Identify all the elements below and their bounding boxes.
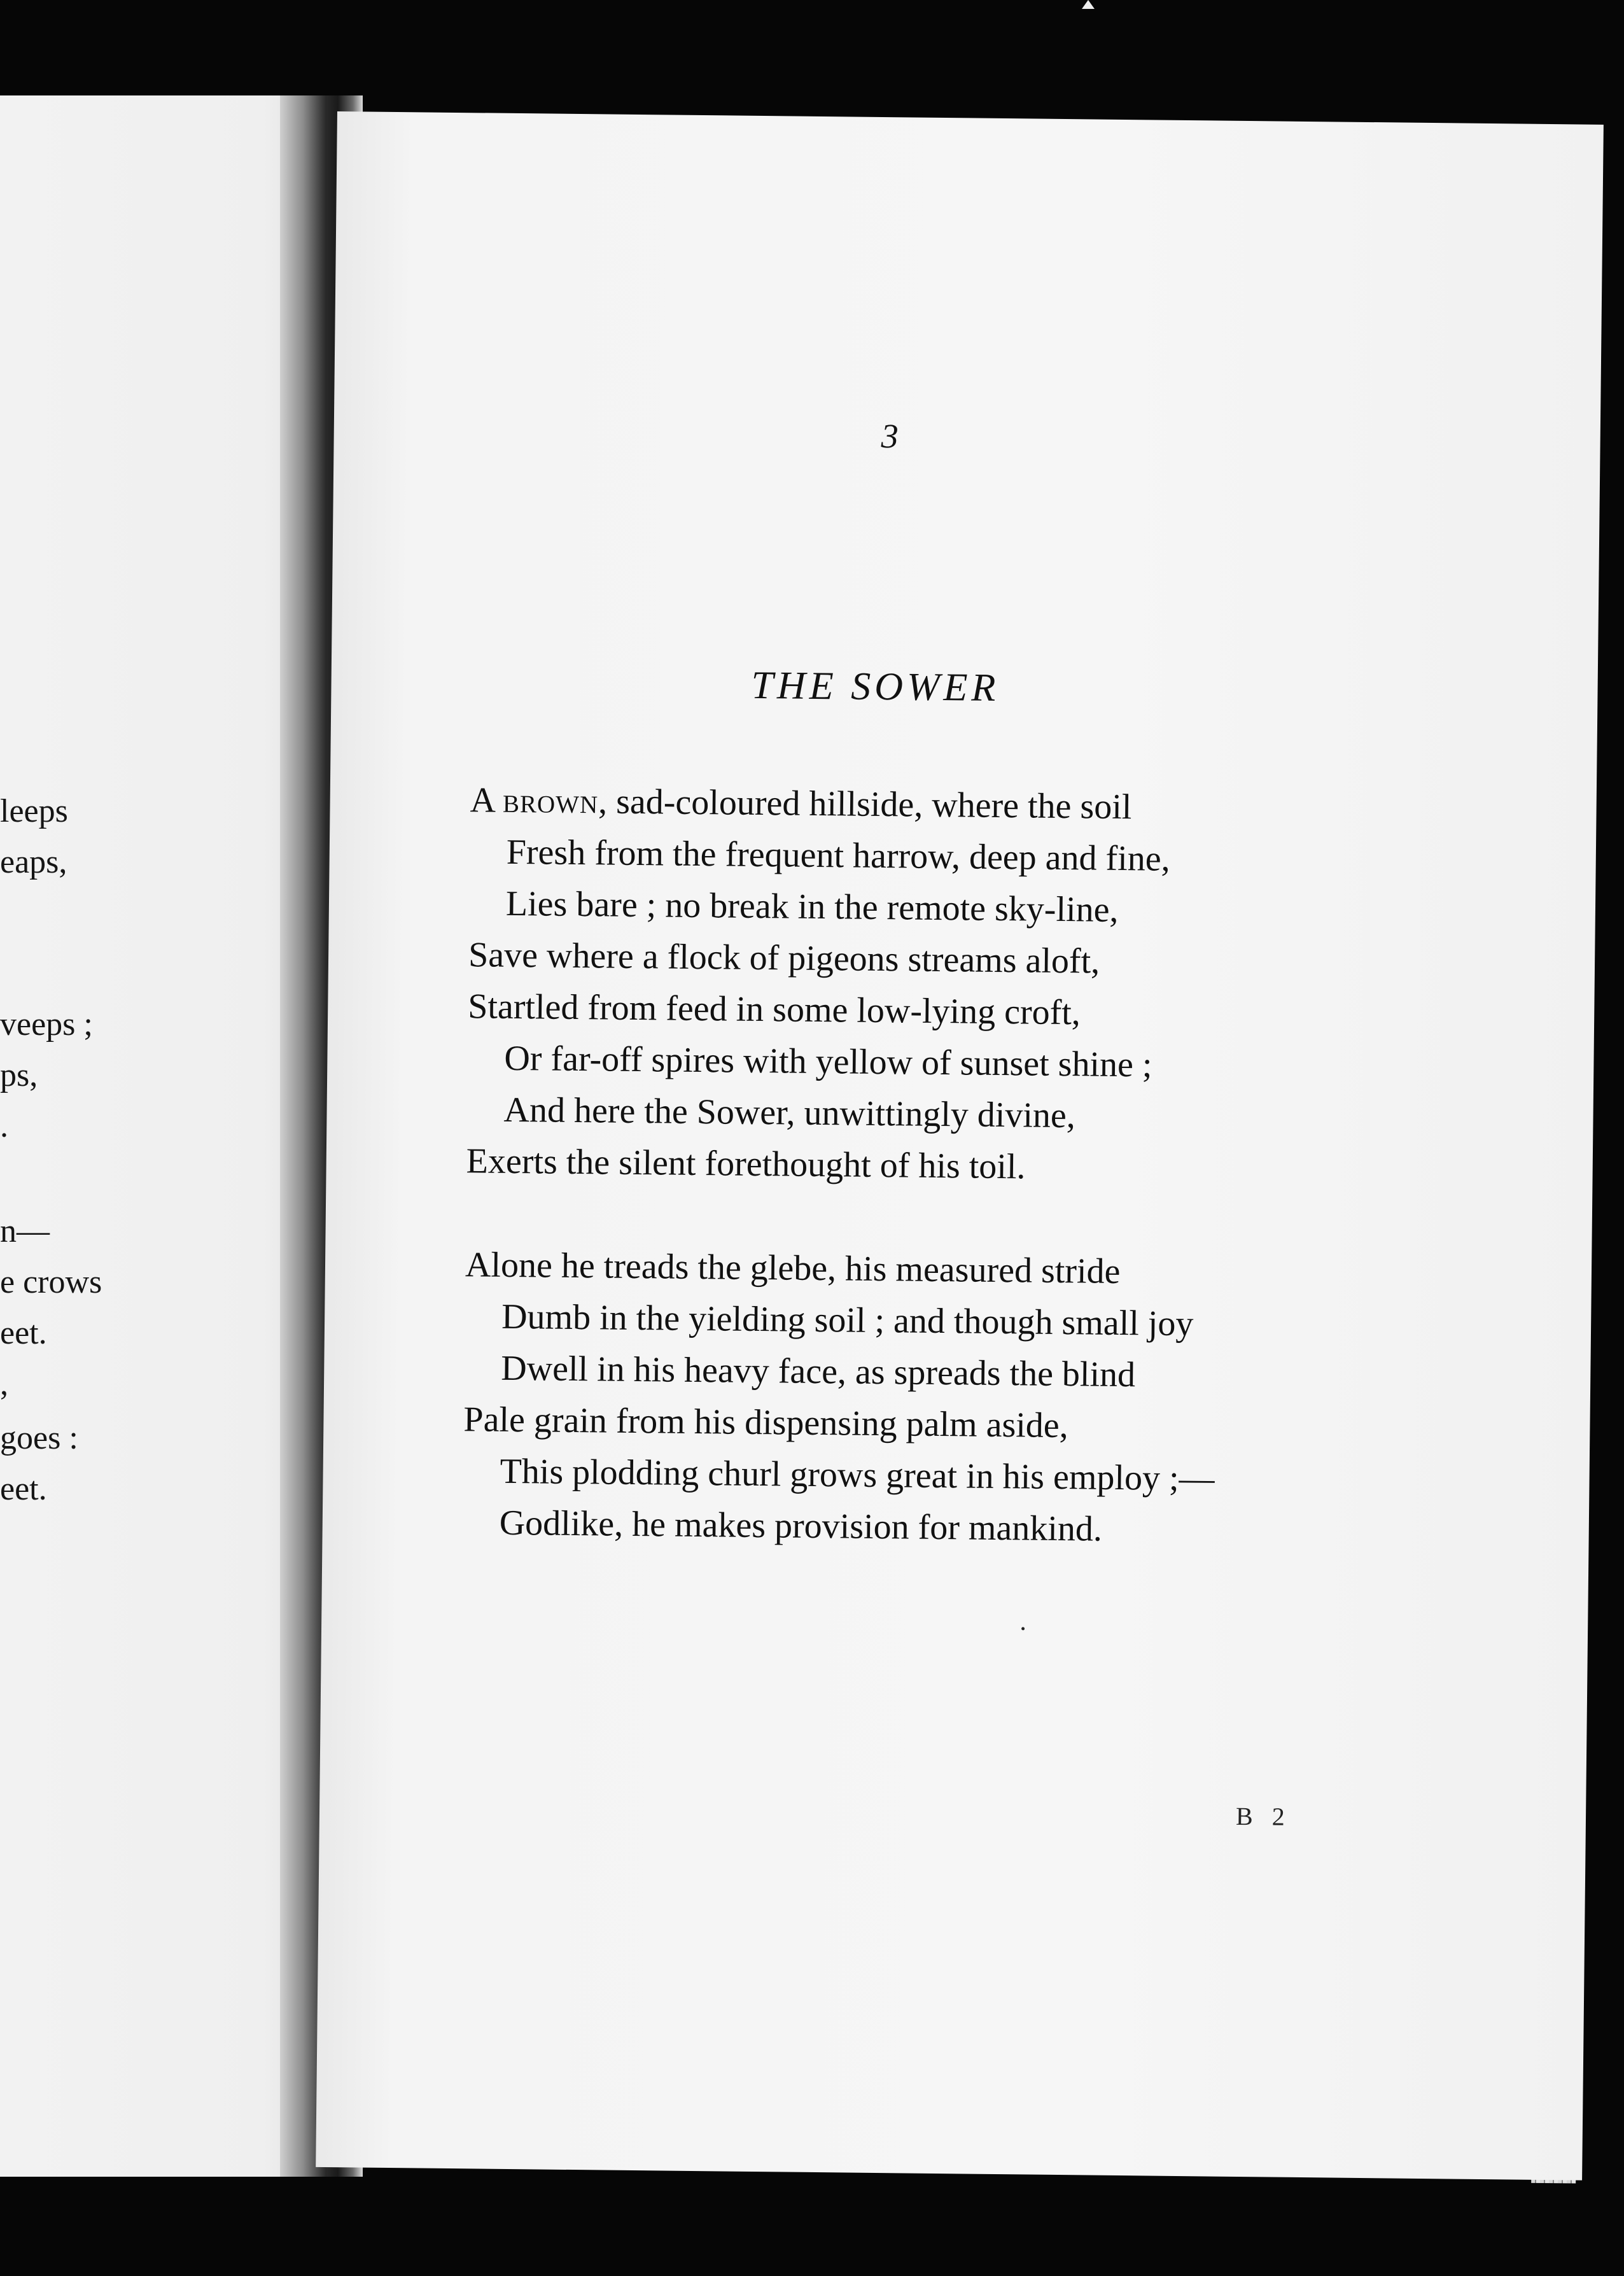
verse-line: Dumb in the yielding soil ; and though small joy <box>501 1296 1194 1344</box>
verse-line: Dwell in his heavy face, as spreads the blind <box>501 1348 1136 1395</box>
left-page-fragment: n— <box>0 1213 50 1249</box>
poem-title: THE SOWER <box>751 663 1000 710</box>
right-page <box>316 111 1604 2181</box>
verse-line: Pale grain from his dispensing palm aside, <box>463 1400 1069 1446</box>
verse-line: Or far-off spires with yellow of sunset shine ; <box>504 1038 1152 1085</box>
verse-line-text: , sad-coloured hillside, where the soil <box>598 782 1132 827</box>
left-page-fragment: goes : <box>0 1420 78 1456</box>
verse-line: Godlike, he makes provision for mankind. <box>499 1503 1103 1549</box>
verse-opening-word: brown <box>502 780 599 822</box>
stanza-1 <box>466 775 1425 1197</box>
verse-line: Lies bare ; no break in the remote sky-line, <box>505 883 1119 930</box>
verse-line <box>470 775 1425 836</box>
scan-speck <box>1021 1627 1025 1630</box>
left-page-fragment: e crows <box>0 1264 102 1300</box>
verse-line: Fresh from the frequent harrow, deep and fine, <box>506 832 1170 879</box>
page-number: 3 <box>881 416 899 456</box>
left-page-fragment: eet. <box>0 1471 47 1507</box>
verse-line: Save where a flock of pigeons streams aloft, <box>468 935 1100 981</box>
left-page-fragment: leeps <box>0 793 68 829</box>
left-page-fragment: ps, <box>0 1057 38 1093</box>
left-page-fragment: eaps, <box>0 844 67 880</box>
verse-line: And here the Sower, unwittingly divine, <box>503 1090 1076 1136</box>
stanza-2 <box>462 1239 1420 1559</box>
scan-artifact <box>1082 0 1095 9</box>
left-page-fragment: , <box>0 1366 8 1402</box>
verse-line: Startled from feed in some low-lying croft, <box>467 987 1081 1033</box>
verse-line: Exerts the silent forethought of his toil. <box>466 1141 1026 1187</box>
verse-line: Alone he treads the glebe, his measured stride <box>465 1245 1121 1291</box>
left-page-fragment: eet. <box>0 1315 47 1351</box>
left-page-fragment: . <box>0 1108 8 1144</box>
verse-opening-letter: A <box>470 780 503 820</box>
left-page-fragment: veeps ; <box>0 1006 93 1043</box>
signature-mark: B 2 <box>1235 1801 1291 1831</box>
verse-line: This plodding churl grows great in his employ ;— <box>500 1451 1215 1499</box>
